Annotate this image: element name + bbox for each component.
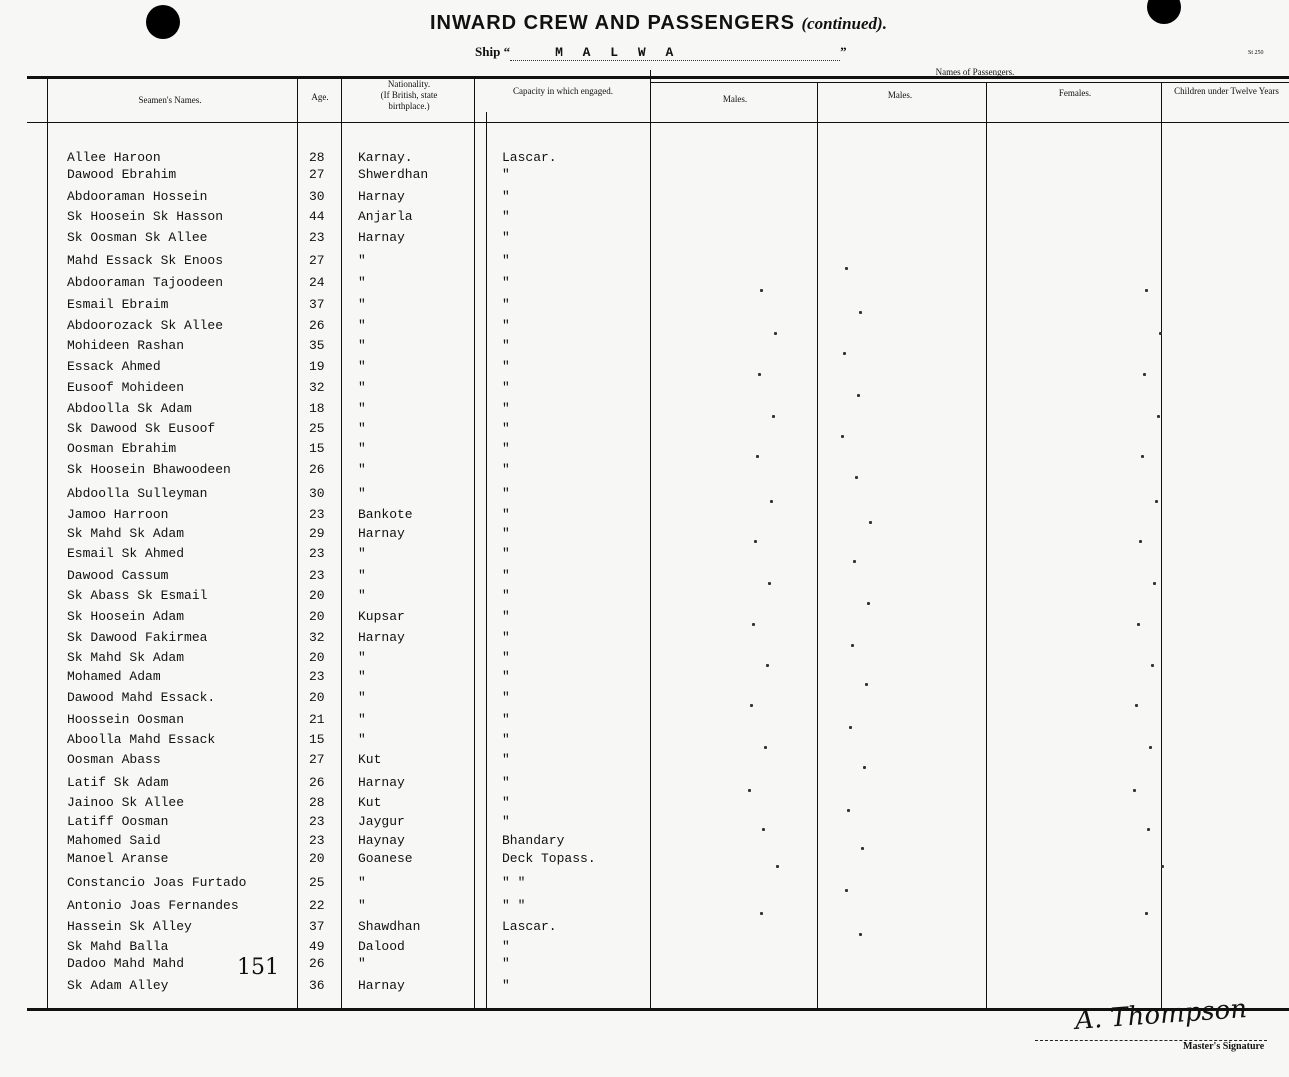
punch-hole-left <box>146 5 180 39</box>
crew-age: 20 <box>309 609 325 624</box>
crew-name: Sk Mahd Balla <box>67 939 169 954</box>
crew-nationality: Harnay <box>358 978 405 993</box>
signature-label: Master's Signature <box>1183 1041 1265 1052</box>
crew-nationality: " <box>358 875 366 890</box>
ditto-mark <box>762 828 765 831</box>
ditto-mark <box>760 289 763 292</box>
ditto-mark <box>861 847 864 850</box>
crew-age: 23 <box>309 814 325 829</box>
table-row <box>0 189 1289 209</box>
header-children: Children under Twelve Years <box>1174 86 1279 96</box>
crew-capacity: " <box>502 209 510 224</box>
crew-capacity: " " <box>502 875 526 890</box>
ditto-mark <box>1159 332 1162 335</box>
crew-age: 23 <box>309 833 325 848</box>
crew-nationality: " <box>358 712 366 727</box>
crew-nationality: Shawdhan <box>358 919 421 934</box>
table-row <box>0 795 1289 815</box>
crew-name: Constancio Joas Furtado <box>67 875 247 890</box>
ditto-mark <box>776 865 779 868</box>
crew-nationality: Karnay. <box>358 150 413 165</box>
table-row <box>0 650 1289 670</box>
crew-name: Mahd Essack Sk Enoos <box>67 253 224 268</box>
crew-age: 37 <box>309 919 325 934</box>
ditto-mark <box>766 664 769 667</box>
ditto-mark <box>859 933 862 936</box>
crew-capacity: " <box>502 795 510 810</box>
crew-name: Sk Oosman Sk Allee <box>67 230 208 245</box>
crew-nationality: " <box>358 318 366 333</box>
crew-age: 19 <box>309 359 325 374</box>
table-row <box>0 507 1289 527</box>
ditto-mark <box>857 394 860 397</box>
crew-nationality: " <box>358 588 366 603</box>
header-nationality-note1: (If British, state <box>380 90 438 100</box>
crew-age: 23 <box>309 546 325 561</box>
header-females: Females. <box>1058 88 1092 98</box>
crew-nationality: " <box>358 253 366 268</box>
ditto-mark <box>772 415 775 418</box>
crew-name: Hoossein Oosman <box>67 712 185 727</box>
crew-nationality: " <box>358 650 366 665</box>
crew-capacity: " <box>502 752 510 767</box>
crew-nationality: Dalood <box>358 939 405 954</box>
ditto-mark <box>849 726 852 729</box>
crew-age: 32 <box>309 380 325 395</box>
crew-age: 36 <box>309 978 325 993</box>
crew-nationality: Harnay <box>358 526 405 541</box>
crew-nationality: " <box>358 732 366 747</box>
crew-nationality: Harnay <box>358 230 405 245</box>
crew-age: 20 <box>309 650 325 665</box>
crew-nationality: Harnay <box>358 630 405 645</box>
ditto-mark <box>865 683 868 686</box>
crew-capacity: " <box>502 526 510 541</box>
crew-age: 27 <box>309 752 325 767</box>
crew-capacity: " <box>502 690 510 705</box>
crew-capacity: " " <box>502 898 526 913</box>
crew-age: 25 <box>309 421 325 436</box>
crew-capacity: " <box>502 546 510 561</box>
crew-name: Sk Mahd Sk Adam <box>67 650 185 665</box>
crew-capacity: " <box>502 297 510 312</box>
ditto-mark <box>845 267 848 270</box>
crew-name: Essack Ahmed <box>67 359 161 374</box>
crew-nationality: Kut <box>358 795 382 810</box>
ditto-mark <box>1155 500 1158 503</box>
table-row <box>0 978 1289 998</box>
table-row <box>0 486 1289 506</box>
table-row <box>0 338 1289 358</box>
crew-name: Abdoolla Sk Adam <box>67 401 192 416</box>
crew-age: 37 <box>309 297 325 312</box>
crew-age: 26 <box>309 462 325 477</box>
crew-name: Dawood Ebrahim <box>67 167 177 182</box>
table-row <box>0 752 1289 772</box>
table-row <box>0 318 1289 338</box>
passenger-sub-rule <box>650 82 1289 83</box>
header-males-1: Males. <box>722 94 748 104</box>
crew-age: 32 <box>309 630 325 645</box>
crew-name: Oosman Abass <box>67 752 161 767</box>
crew-name: Sk Adam Alley <box>67 978 169 993</box>
ditto-mark <box>774 332 777 335</box>
table-row <box>0 919 1289 939</box>
crew-capacity: Lascar. <box>502 919 557 934</box>
ditto-mark <box>770 500 773 503</box>
crew-nationality: Harnay <box>358 189 405 204</box>
crew-age: 24 <box>309 275 325 290</box>
ditto-mark <box>748 789 751 792</box>
crew-nationality: " <box>358 690 366 705</box>
crew-nationality: " <box>358 380 366 395</box>
ditto-mark <box>1153 582 1156 585</box>
crew-name: Allee Haroon <box>67 150 161 165</box>
ditto-mark <box>843 352 846 355</box>
ship-line: Ship “ M A L W A ” <box>475 44 847 60</box>
crew-nationality: " <box>358 421 366 436</box>
crew-nationality: " <box>358 338 366 353</box>
title-text: INWARD CREW AND PASSENGERS <box>430 12 795 34</box>
table-row <box>0 630 1289 650</box>
crew-age: 15 <box>309 441 325 456</box>
ditto-mark <box>760 912 763 915</box>
crew-name: Sk Abass Sk Esmail <box>67 588 208 603</box>
crew-name: Abdooraman Tajoodeen <box>67 275 224 290</box>
crew-age: 21 <box>309 712 325 727</box>
crew-capacity: " <box>502 462 510 477</box>
ditto-mark <box>758 373 761 376</box>
crew-capacity: " <box>502 421 510 436</box>
header-nationality-title: Nationality. <box>387 79 431 89</box>
table-row <box>0 851 1289 871</box>
ditto-mark <box>750 704 753 707</box>
crew-nationality: Bankote <box>358 507 413 522</box>
crew-name: Aboolla Mahd Essack <box>67 732 216 747</box>
margin-number: 151 <box>237 955 279 980</box>
crew-name: Esmail Ebraim <box>67 297 169 312</box>
table-row <box>0 669 1289 689</box>
header-age: Age. <box>311 92 329 102</box>
table-row <box>0 230 1289 250</box>
crew-capacity: Deck Topass. <box>502 851 596 866</box>
ditto-mark <box>1151 664 1154 667</box>
table-row <box>0 546 1289 566</box>
crew-name: Sk Mahd Sk Adam <box>67 526 185 541</box>
punch-hole-right <box>1147 0 1181 24</box>
ditto-mark <box>1147 828 1150 831</box>
table-row <box>0 359 1289 379</box>
crew-capacity: " <box>502 338 510 353</box>
table-row <box>0 609 1289 629</box>
crew-age: 22 <box>309 898 325 913</box>
crew-nationality: " <box>358 669 366 684</box>
crew-capacity: " <box>502 189 510 204</box>
crew-age: 20 <box>309 851 325 866</box>
table-row <box>0 875 1289 895</box>
ditto-mark <box>756 455 759 458</box>
crew-capacity: " <box>502 712 510 727</box>
crew-nationality: Jaygur <box>358 814 405 829</box>
crew-name: Abdoorozack Sk Allee <box>67 318 224 333</box>
ditto-mark <box>1139 540 1142 543</box>
crew-age: 20 <box>309 690 325 705</box>
table-row <box>0 380 1289 400</box>
crew-capacity: Lascar. <box>502 150 557 165</box>
ditto-mark <box>845 889 848 892</box>
crew-capacity: " <box>502 939 510 954</box>
crew-nationality: " <box>358 297 366 312</box>
header-males-2: Males. <box>887 90 913 100</box>
ship-label: Ship <box>475 44 501 59</box>
crew-nationality: " <box>358 275 366 290</box>
crew-capacity: " <box>502 253 510 268</box>
crew-capacity: " <box>502 669 510 684</box>
table-row <box>0 690 1289 710</box>
crew-nationality: " <box>358 956 366 971</box>
table-row <box>0 167 1289 187</box>
crew-name: Sk Dawood Fakirmea <box>67 630 208 645</box>
crew-name: Jamoo Harroon <box>67 507 169 522</box>
crew-age: 30 <box>309 189 325 204</box>
crew-age: 15 <box>309 732 325 747</box>
table-row <box>0 898 1289 918</box>
ditto-mark <box>1143 373 1146 376</box>
crew-nationality: Shwerdhan <box>358 167 429 182</box>
ditto-mark <box>1145 289 1148 292</box>
crew-nationality: " <box>358 441 366 456</box>
ditto-mark <box>1149 746 1152 749</box>
crew-capacity: " <box>502 956 510 971</box>
ditto-mark <box>752 623 755 626</box>
crew-nationality: " <box>358 462 366 477</box>
crew-name: Manoel Aranse <box>67 851 169 866</box>
crew-name: Hassein Sk Alley <box>67 919 192 934</box>
crew-name: Mohideen Rashan <box>67 338 185 353</box>
table-row <box>0 814 1289 834</box>
crew-name: Latiff Oosman <box>67 814 169 829</box>
ship-name: M A L W A <box>555 45 680 60</box>
crew-age: 23 <box>309 507 325 522</box>
crew-name: Dawood Mahd Essack. <box>67 690 216 705</box>
crew-name: Antonio Joas Fernandes <box>67 898 239 913</box>
header-capacity: Capacity in which engaged. <box>513 86 613 96</box>
crew-nationality: Haynay <box>358 833 405 848</box>
crew-age: 23 <box>309 230 325 245</box>
table-row <box>0 297 1289 317</box>
crew-capacity: " <box>502 318 510 333</box>
table-row <box>0 526 1289 546</box>
page-title <box>430 12 887 35</box>
crew-age: 18 <box>309 401 325 416</box>
crew-capacity: " <box>502 978 510 993</box>
crew-name: Sk Hoosein Sk Hasson <box>67 209 224 224</box>
crew-capacity: " <box>502 775 510 790</box>
crew-name: Jainoo Sk Allee <box>67 795 185 810</box>
crew-name: Latif Sk Adam <box>67 775 169 790</box>
crew-capacity: " <box>502 609 510 624</box>
crew-name: Dawood Cassum <box>67 568 169 583</box>
table-row <box>0 775 1289 795</box>
crew-nationality: " <box>358 898 366 913</box>
crew-capacity: " <box>502 380 510 395</box>
header-passengers: Names of Passengers. <box>935 67 1015 77</box>
header-nationality <box>346 79 472 112</box>
ditto-mark <box>863 766 866 769</box>
table-row <box>0 275 1289 295</box>
ditto-mark <box>764 746 767 749</box>
crew-capacity: " <box>502 630 510 645</box>
crew-capacity: " <box>502 588 510 603</box>
ditto-mark <box>1141 455 1144 458</box>
table-row <box>0 421 1289 441</box>
crew-capacity: " <box>502 275 510 290</box>
crew-age: 20 <box>309 588 325 603</box>
top-rule <box>27 76 1289 79</box>
crew-age: 23 <box>309 669 325 684</box>
table-row <box>0 956 1289 976</box>
crew-capacity: Bhandary <box>502 833 565 848</box>
crew-capacity: " <box>502 568 510 583</box>
crew-nationality: " <box>358 359 366 374</box>
table-row <box>0 588 1289 608</box>
crew-name: Abdooraman Hossein <box>67 189 208 204</box>
crew-age: 30 <box>309 486 325 501</box>
table-row <box>0 401 1289 421</box>
table-row <box>0 833 1289 853</box>
crew-nationality: Anjarla <box>358 209 413 224</box>
crew-capacity: " <box>502 359 510 374</box>
crew-nationality: Goanese <box>358 851 413 866</box>
crew-capacity: " <box>502 814 510 829</box>
ditto-mark <box>1133 789 1136 792</box>
crew-capacity: " <box>502 650 510 665</box>
form-number: St 250 <box>1248 50 1264 56</box>
crew-age: 27 <box>309 253 325 268</box>
crew-capacity: " <box>502 401 510 416</box>
crew-name: Sk Hoosein Adam <box>67 609 185 624</box>
table-row <box>0 732 1289 752</box>
crew-nationality: Kut <box>358 752 382 767</box>
ditto-mark <box>869 521 872 524</box>
crew-age: 28 <box>309 150 325 165</box>
crew-capacity: " <box>502 441 510 456</box>
crew-nationality: " <box>358 486 366 501</box>
crew-capacity: " <box>502 507 510 522</box>
crew-name: Eusoof Mohideen <box>67 380 185 395</box>
table-row <box>0 712 1289 732</box>
crew-capacity: " <box>502 167 510 182</box>
ditto-mark <box>855 476 858 479</box>
ditto-mark <box>867 602 870 605</box>
crew-age: 35 <box>309 338 325 353</box>
ditto-mark <box>1161 865 1164 868</box>
crew-age: 29 <box>309 526 325 541</box>
crew-name: Esmail Sk Ahmed <box>67 546 185 561</box>
header-seamen: Seamen's Names. <box>138 95 202 105</box>
table-row <box>0 209 1289 229</box>
ditto-mark <box>768 582 771 585</box>
ditto-mark <box>754 540 757 543</box>
ditto-mark <box>1145 912 1148 915</box>
ditto-mark <box>1157 415 1160 418</box>
crew-age: 23 <box>309 568 325 583</box>
crew-nationality: " <box>358 401 366 416</box>
ditto-mark <box>1137 623 1140 626</box>
crew-age: 25 <box>309 875 325 890</box>
crew-name: Abdoolla Sulleyman <box>67 486 208 501</box>
crew-name: Sk Dawood Sk Eusoof <box>67 421 216 436</box>
crew-capacity: " <box>502 230 510 245</box>
crew-name: Dadoo Mahd Mahd <box>67 956 185 971</box>
crew-name: Mohamed Adam <box>67 669 161 684</box>
crew-age: 44 <box>309 209 325 224</box>
table-row <box>0 253 1289 273</box>
crew-nationality: " <box>358 568 366 583</box>
crew-nationality: Kupsar <box>358 609 405 624</box>
title-continued: (continued). <box>801 14 887 33</box>
ditto-mark <box>859 311 862 314</box>
crew-name: Sk Hoosein Bhawoodeen <box>67 462 231 477</box>
table-row <box>0 462 1289 482</box>
crew-name: Mahomed Said <box>67 833 161 848</box>
ditto-mark <box>851 644 854 647</box>
crew-nationality: Harnay <box>358 775 405 790</box>
master-signature: A. Thompson <box>1074 994 1248 1036</box>
crew-age: 27 <box>309 167 325 182</box>
table-row <box>0 568 1289 588</box>
crew-nationality: " <box>358 546 366 561</box>
crew-age: 26 <box>309 956 325 971</box>
table-row <box>0 441 1289 461</box>
header-nationality-note2: birthplace.) <box>388 101 430 111</box>
crew-age: 49 <box>309 939 325 954</box>
crew-capacity: " <box>502 732 510 747</box>
ditto-mark <box>847 809 850 812</box>
crew-name: Oosman Ebrahim <box>67 441 177 456</box>
crew-age: 26 <box>309 318 325 333</box>
crew-age: 26 <box>309 775 325 790</box>
ditto-mark <box>841 435 844 438</box>
ditto-mark <box>853 560 856 563</box>
header-bottom-rule <box>27 122 1289 123</box>
crew-capacity: " <box>502 486 510 501</box>
ditto-mark <box>1135 704 1138 707</box>
crew-age: 28 <box>309 795 325 810</box>
